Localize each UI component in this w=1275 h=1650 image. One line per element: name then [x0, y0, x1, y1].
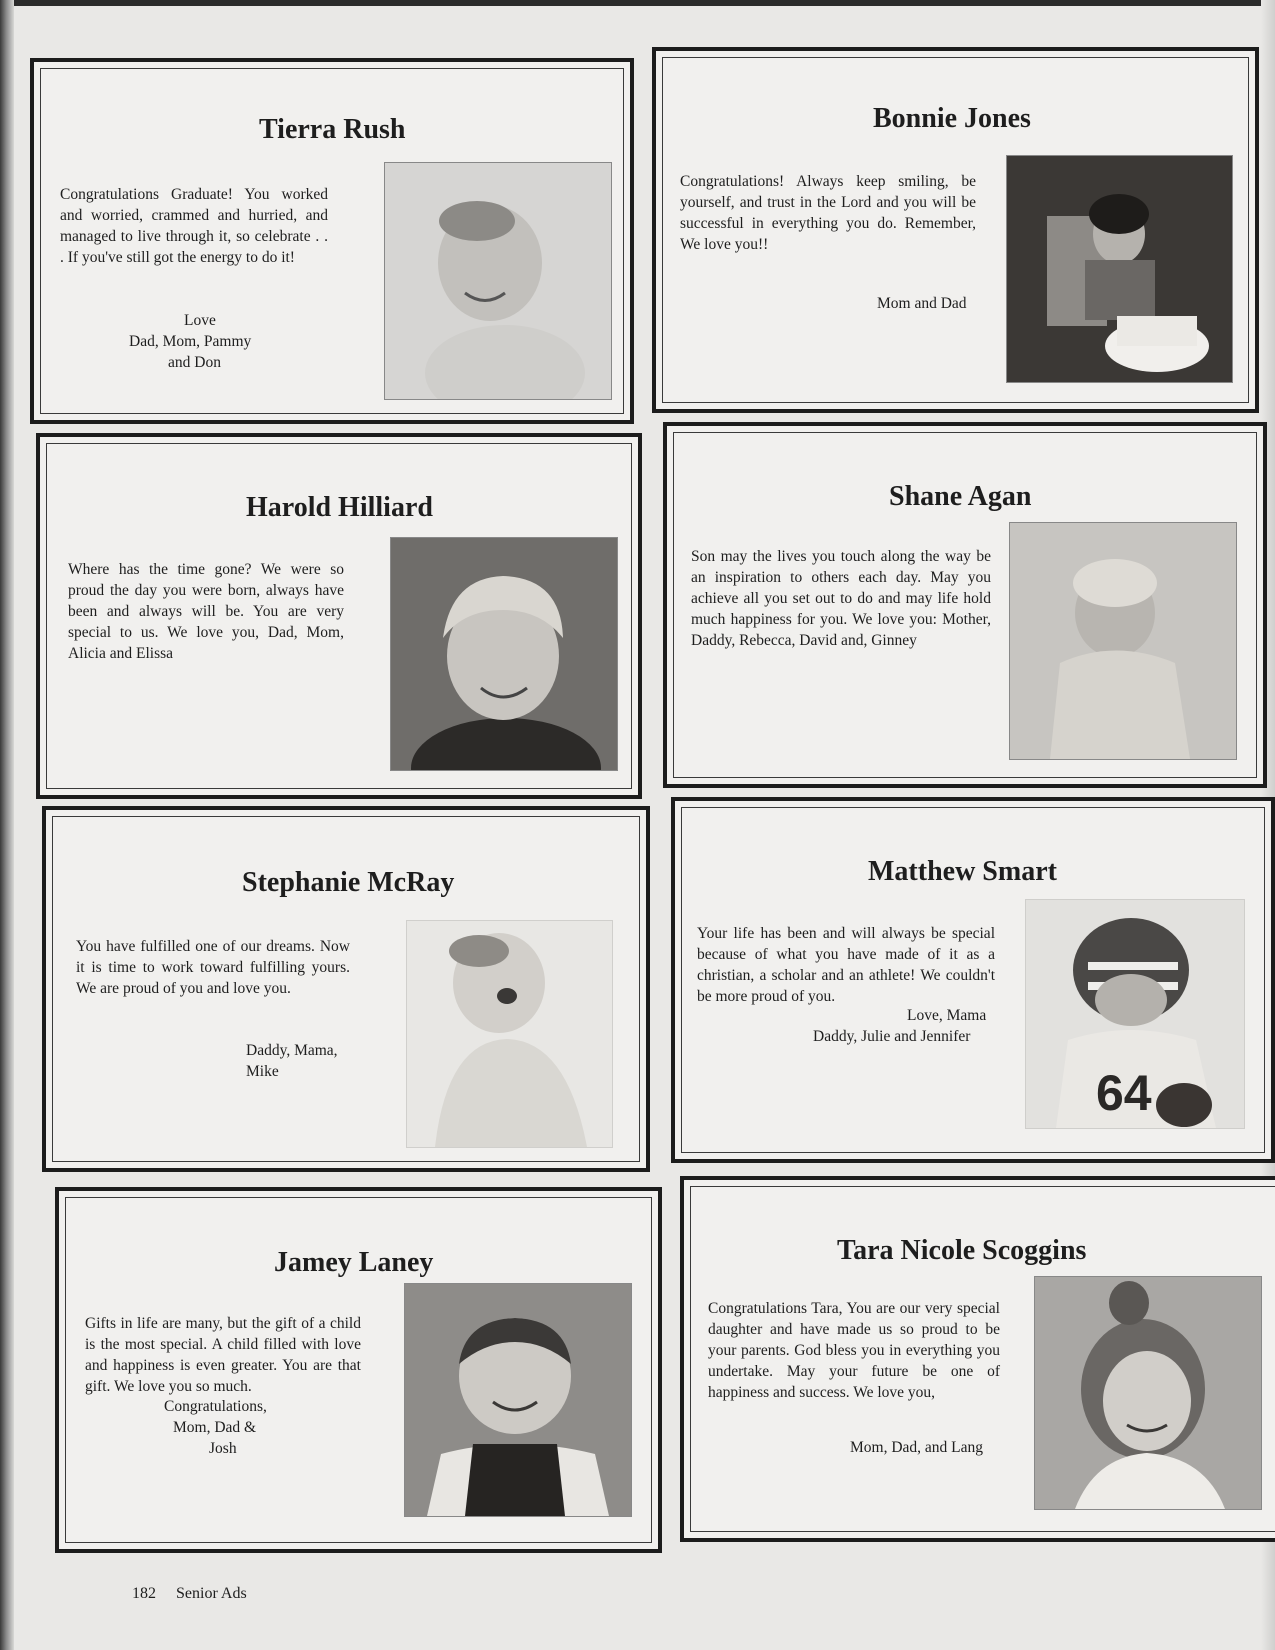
ad-name: Shane Agan	[889, 481, 1032, 512]
football-helmet-photo	[1025, 899, 1245, 1129]
ad-name: Tierra Rush	[259, 114, 406, 145]
senior-ad-matthew-smart	[671, 797, 1275, 1163]
ad-signature-line: and Don	[168, 354, 221, 371]
ad-name: Harold Hilliard	[246, 492, 433, 523]
ad-signature-line: Love	[184, 312, 216, 329]
ad-message: Where has the time gone? We were so proud the day you were born, always have been and always will be. You are very special to us. We love you, Dad, Mom, Alicia and Elissa	[68, 561, 344, 662]
ad-signature-line: Josh	[209, 1440, 237, 1457]
ad-signature-line: Daddy, Mama,	[246, 1042, 338, 1059]
page-footer	[132, 1585, 247, 1603]
senior-ad-bonnie-jones	[652, 47, 1259, 413]
ad-name: Tara Nicole Scoggins	[837, 1235, 1087, 1266]
ad-message: Your life has been and will always be special because of what you have made of it as a christian, a scholar and an athlete! We couldn't be more proud of you.	[697, 925, 995, 1005]
page-top-edge	[0, 0, 1275, 6]
page-number: 182	[132, 1585, 156, 1602]
senior-ad-harold-hilliard	[36, 433, 642, 799]
ad-name: Jamey Laney	[274, 1247, 434, 1278]
ad-name: Bonnie Jones	[873, 103, 1031, 134]
toddler-overalls-photo	[404, 1283, 632, 1517]
svg-text:64: 64	[1096, 1065, 1152, 1121]
ad-message: Congratulations Graduate! You worked and worried, crammed and hurried, and managed to live through it, so celebrate . . . If you've still got the energy to do it!	[60, 186, 328, 266]
senior-ad-jamey-laney	[55, 1187, 662, 1553]
senior-ad-tara-nicole-scoggins	[680, 1176, 1275, 1542]
toddler-birthday-photo	[1006, 155, 1233, 383]
section-title: Senior Ads	[176, 1585, 247, 1602]
ad-message: Congratulations! Always keep smiling, be yourself, and trust in the Lord and you will be successful in everything you do. Remember, We love you!!	[680, 173, 976, 253]
ad-name: Matthew Smart	[868, 856, 1057, 887]
ad-signature-line: Dad, Mom, Pammy	[129, 333, 252, 350]
toddler-portrait-photo	[390, 537, 618, 771]
ad-signature-line: Daddy, Julie and Jennifer	[813, 1028, 971, 1045]
girl-curls-photo	[1034, 1276, 1262, 1510]
ad-message: You have fulfilled one of our dreams. Now it is time to work toward fulfilling yours. We are proud of you and love you.	[76, 938, 350, 997]
ad-message: Congratulations Tara, You are our very special daughter and have made us so proud to be your parents. God bless you in everything you undertake. May your future be one of happiness and success. We love you,	[708, 1300, 1000, 1401]
toddler-sitting-photo	[1009, 522, 1237, 760]
senior-ad-shane-agan	[663, 422, 1267, 788]
ad-signature-line: Mom, Dad, and Lang	[850, 1439, 984, 1456]
senior-ad-stephanie-mcray	[42, 806, 650, 1172]
ad-signature-line: Mom, Dad &	[173, 1419, 257, 1436]
baby-photo	[384, 162, 612, 400]
ad-signature-line: Mom and Dad	[877, 295, 967, 312]
baby-laughing-photo	[406, 920, 613, 1148]
ad-name: Stephanie McRay	[242, 867, 455, 898]
binding-spine	[0, 0, 14, 1650]
ad-message: Gifts in life are many, but the gift of a child is the most special. A child filled with love and happiness is even greater. You are that gift. We love you so much.	[85, 1315, 361, 1395]
ad-signature-line: Congratulations,	[164, 1398, 267, 1415]
ad-signature-line: Love, Mama	[907, 1007, 987, 1024]
senior-ad-tierra-rush	[30, 58, 634, 424]
ad-message: Son may the lives you touch along the way be an inspiration to others each day. May you achieve all you set out to do and may life hold much happiness for you. We love you: Mother, Daddy, Rebecca, David and, Ginney	[691, 548, 991, 649]
ad-signature-line: Mike	[246, 1063, 279, 1080]
